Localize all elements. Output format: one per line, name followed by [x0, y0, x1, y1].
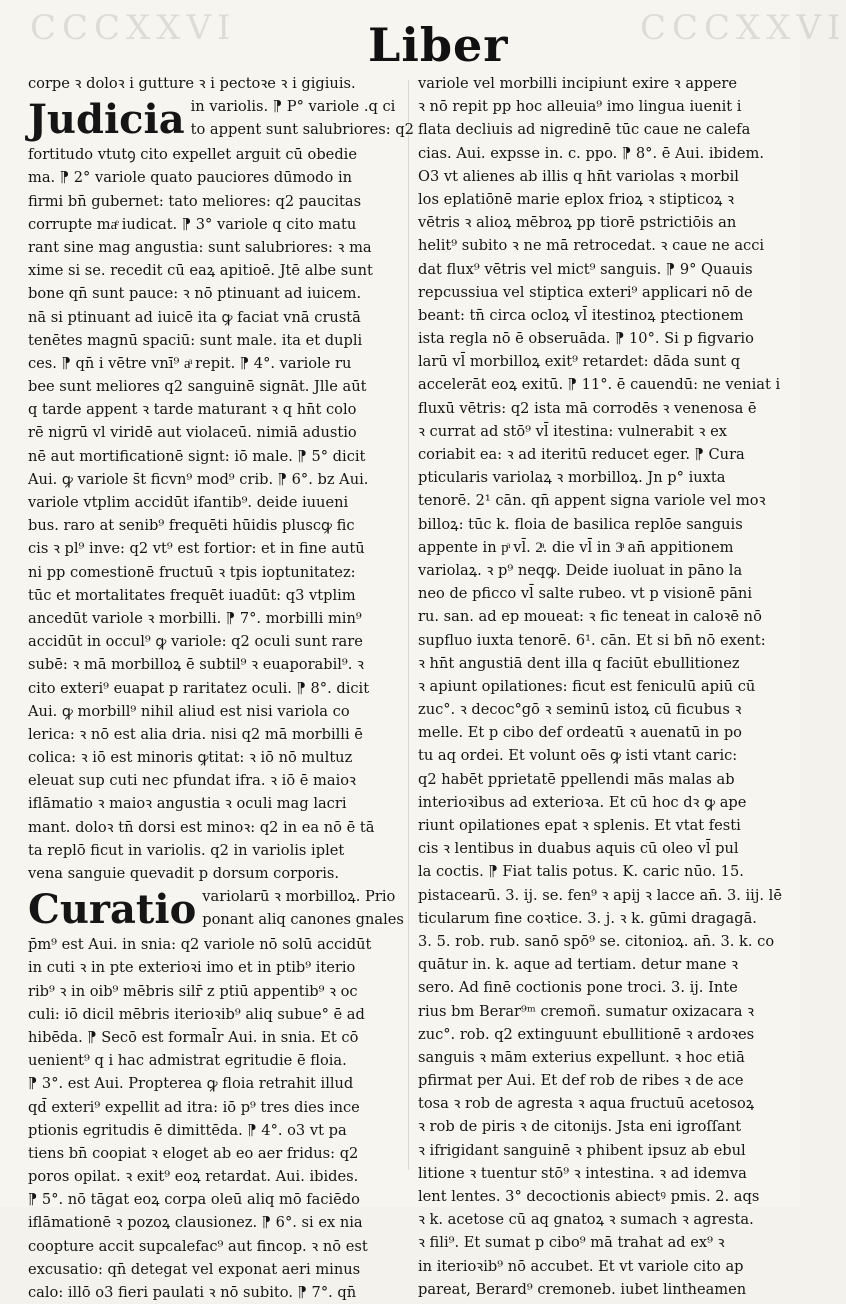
text-line: excusatio: qn̄ detegat vel exponat aeri minus: [28, 1260, 361, 1278]
text-line: neo de pficco vl̄ salte rubeo. vt p visionē pāni: [418, 585, 753, 603]
text-line: cis ꝛ pl⁹ inve: q2 vt⁹ est fortior: et in fine autū: [28, 540, 365, 558]
text-line: variole vel morbilli incipiunt exire ꝛ appere: [418, 75, 737, 92]
text-line: ticularum fine coꝛtice. 3. j. ꝛ k. gūmi dragagā.: [418, 909, 757, 927]
text-line: to appent sunt salubriores: q2: [190, 121, 414, 139]
text-line: melle. Et p cibo def ordeatū ꝛ auenatū in po: [418, 724, 742, 742]
text-line: sanguis ꝛ mām exterius expellunt. ꝛ hoc etiā: [418, 1048, 745, 1066]
text-line: cias. Aui. expsse in. c. ppo. ⁋ 8°. ē Aui. ibidem.: [418, 144, 765, 162]
text-line: hibēda. ⁋ Secō est formal̄r Aui. in snia. Et cō: [28, 1028, 359, 1046]
text-line: variole vtplim accidūt ifantib⁹. deide iuueni: [28, 494, 349, 511]
text-line: ta replō ficut in variolis. q2 in variolis iplet: [28, 841, 345, 859]
text-line: p̄m⁹ est Aui. in snia: q2 variole nō solū accidūt: [28, 936, 372, 954]
text-line: 3. 5. rob. rub. sanō spō⁹ se. citonioꝝ. an̄. 3. k. co: [418, 932, 775, 950]
text-line: in cuti ꝛ in pte exterioꝛi imo et in ptib⁹ iterio: [28, 959, 356, 977]
column-gutter: [408, 80, 409, 1170]
text-line: vena sanguie quevadit p dorsum corporis.: [28, 865, 340, 882]
text-line: ⁋ 3°. est Aui. Propterea ꝙ floia retrahit illud: [28, 1075, 354, 1093]
text-line: ista regla nō ē obseruāda. ⁋ 10°. Si p figvario: [418, 330, 754, 348]
text-line: la coctis. ⁋ Fiat talis potus. K. caric nūo. 15.: [418, 863, 744, 881]
text-line: bus. raro at senib⁹ frequēti hūidis pluscꝙ fic: [28, 517, 355, 535]
text-line: ꝛ fili⁹. Et sumat p cibo⁹ mā trahat ad ex⁹ ꝛ: [418, 1234, 725, 1252]
text-line: ptionis egritudis ē dimittēda. ⁋ 4°. o3 vt pa: [28, 1121, 347, 1139]
right-column: [418, 72, 782, 1301]
text-line: ancedūt variole ꝛ morbilli. ⁋ 7°. morbilli min⁹: [28, 609, 362, 627]
judicia-side-text: [191, 95, 414, 141]
text-line: nā si ptinuant ad iuicē ita ꝙ faciat vnā crustā: [28, 308, 361, 326]
text-line: firmi bn̄ gubernet: tato meliores: q2 paucitas: [28, 192, 362, 210]
text-line: rant sine mag angustia: sunt salubriores: ꝛ ma: [28, 238, 372, 256]
text-line: zuc°. ꝛ decoc°gō ꝛ seminū istoꝝ cū ficubus ꝛ: [418, 701, 742, 719]
text-line: fortitudo vtutꝯ cito expellet arguit cū obedie: [28, 146, 357, 164]
text-line: xime si se. recedit cū eaꝝ apitioē. Jtē albe sunt: [28, 262, 373, 280]
text-line: bone qn̄ sunt pauce: ꝛ nō ptinuant ad iuicem.: [28, 285, 362, 303]
text-line: qd̄ exteri⁹ expellit ad itra: iō p⁹ tres dies ince: [28, 1098, 360, 1116]
text-line: lerica: ꝛ nō est alia dria. nisi q2 mā morbilli ē: [28, 725, 363, 743]
text-line: subē: ꝛ mā morbilloꝝ ē subtil⁹ ꝛ euaporabil⁹. ꝛ: [28, 656, 364, 674]
text-line: billoꝝ: tūc k. floia de basilica replōe sanguis: [418, 515, 743, 533]
text-line: rius bm Berar⁹ᵐ cremoñ. sumatur oxizacara ꝛ: [418, 1002, 755, 1020]
text-line: uenient⁹ q i hac admistrat egritudie ē floia.: [28, 1052, 347, 1070]
left-column: [28, 72, 414, 1304]
curatio-side-text: [202, 885, 404, 931]
text-line: Aui. ꝙ variole s̄t ficvn⁹ mod⁹ crib. ⁋ 6°. bz Aui.: [28, 470, 369, 488]
text-line: variolarū ꝛ morbilloꝝ. Prio: [202, 888, 396, 906]
text-line: tiens bn̄ coopiat ꝛ eloget ab eo aer fridus: q2: [28, 1144, 359, 1162]
text-line: nē aut mortificationē signt: iō male. ⁋ 5° dicit: [28, 447, 366, 465]
text-line: Aui. ꝙ morbill⁹ nihil aliud est nisi variola co: [28, 702, 350, 720]
text-line: calo: illō o3 fieri paulati ꝛ nō subito. ⁋ 7°. qn̄: [28, 1284, 357, 1301]
text-line: zuc°. rob. q2 extinguunt ebullitionē ꝛ ardoꝛes: [418, 1025, 755, 1043]
text-line: dat flux⁹ vētris vel mict⁹ sanguis. ⁋ 9° Quauis: [418, 260, 753, 278]
text-line: corrupte maͤ iudicat. ⁋ 3° variole q cito matu: [28, 215, 357, 233]
text-line: culi: iō dicil mēbris iterioꝛib⁹ aliq subue° ē ad: [28, 1005, 365, 1023]
curatio-block: [28, 885, 404, 933]
text-line: poros opilat. ꝛ exit⁹ eoꝝ retardat. Aui. ibides.: [28, 1168, 359, 1186]
text-line: flata decliuis ad nigredinē tūc caue ne calefa: [418, 121, 751, 139]
text-line: ꝛ currat ad stō⁹ vl̄ itestina: vulnerabit ꝛ ex: [418, 422, 727, 440]
text-line: vētris ꝛ alioꝝ mēbroꝝ pp tiorē pstrictiōis an: [418, 214, 737, 232]
text-line: appente in pͣ vl̄. 2ͣ. die vl̄ in 3ͣ an̄ appitionem: [418, 538, 734, 556]
text-line: q tarde appent ꝛ tarde maturant ꝛ q hn̄t colo: [28, 401, 357, 419]
text-line: cito exteri⁹ euapat p raritatez oculi. ⁋ 8°. dicit: [28, 679, 370, 697]
text-line: colica: ꝛ iō est minoris ꝙtitat: ꝛ iō nō multuz: [28, 749, 353, 767]
text-line: tūc et mortalitates frequēt iuadūt: q3 vtplim: [28, 586, 356, 604]
text-line: iflāmatio ꝛ maioꝛ angustia ꝛ oculi mag lacri: [28, 795, 347, 813]
text-line: tu aq ordei. Et volunt oēs ꝙ isti vtant caric:: [418, 747, 738, 765]
text-line: ⁋ 5°. nō tāgat eoꝝ corpa oleū aliq mō faciēdo: [28, 1191, 360, 1209]
text-line: ꝛ hn̄t angustiā dent illa q faciūt ebullitionez: [418, 654, 740, 672]
text-line: accelerāt eoꝝ exitū. ⁋ 11°. ē cauendū: ne veniat i: [418, 376, 781, 394]
text-line: fluxū vētris: q2 ista mā corrodēs ꝛ venenosa ē: [418, 399, 757, 417]
text-line: riunt opilationes epat ꝛ splenis. Et vtat festi: [418, 817, 741, 834]
text-line: repcussiua vel stiptica exteri⁹ applicari nō de: [418, 283, 753, 301]
text-line: lent lentes. 3° decoctionis abiectꝰ pmis. 2. aqs: [418, 1188, 760, 1205]
text-line: q2 habēt pprietatē ppellendi mās malas ab: [418, 770, 735, 788]
text-line: ꝛ rob de piris ꝛ de citonijs. Jsta eni igroſſant: [418, 1118, 742, 1136]
text-line: supfluo iuxta tenorē. 6¹. cān. Et si bn̄ nō exent:: [418, 631, 766, 649]
text-line: sero. Ad finē coctionis pone troci. 3. ij. Inte: [418, 979, 738, 997]
bleed-through-folio-right: CCCXXVI: [640, 8, 846, 48]
text-line: quātur in. k. aque ad tertiam. detur mane ꝛ: [418, 956, 738, 974]
running-header: Liber: [368, 18, 509, 72]
text-line: ponant aliq canones gnales: [202, 911, 404, 929]
text-line: interioꝛibus ad exterioꝛa. Et cū hoc dꝛ ꝙ ape: [418, 793, 747, 811]
text-line: los eplatiōnē marie eplox frioꝝ ꝛ stipticoꝝ ꝛ: [418, 190, 734, 208]
text-line: corpe ꝛ doloꝛ i gutture ꝛ i pectoꝛe ꝛ i gigiuis.: [28, 75, 356, 92]
text-line: O3 vt alienes ab illis q hn̄t variolas ꝛ morbil: [418, 167, 739, 185]
text-line: iflāmationē ꝛ pozoꝝ clausionez. ⁋ 6°. si ex nia: [28, 1214, 363, 1232]
text-line: eleuat sup cuti nec pfundat ifra. ꝛ iō ē maioꝛ: [28, 772, 356, 790]
text-line: ru. san. ad ep moueat: ꝛ fic teneat in caloꝛē nō: [418, 608, 762, 626]
text-line: in iterioꝛib⁹ nō accubet. Et vt variole cito ap: [418, 1257, 744, 1275]
text-line: pistacearū. 3. ij. se. fen⁹ ꝛ apij ꝛ lacce an̄. 3. iij. lē: [418, 886, 782, 904]
text-line: pfirmat per Aui. Et def rob de ribes ꝛ de ace: [418, 1072, 744, 1090]
text-line: beant: tn̄ circa ocloꝝ vl̄ itestinoꝝ ptectionem: [418, 306, 744, 324]
judicia-block: [28, 95, 414, 144]
section-heading-judicia: Judicia: [28, 96, 185, 144]
text-line: accidūt in occul⁹ ꝙ variole: q2 oculi sunt rare: [28, 633, 363, 651]
text-line: helit⁹ subito ꝛ ne mā retrocedat. ꝛ caue ne acci: [418, 237, 765, 255]
text-line: variolaꝝ. ꝛ p⁹ neqꝙ. Deide iuoluat in pāno la: [418, 561, 743, 579]
text-line: ꝛ ifrigidant sanguinē ꝛ phibent ipsuz ab ebul: [418, 1141, 746, 1159]
text-line: tenorē. 2¹ cān. qn̄ appent signa variole vel moꝛ: [418, 492, 766, 510]
text-line: tenētes magnū spaciū: sunt male. ita et dupli: [28, 331, 363, 349]
text-line: tosa ꝛ rob de agresta ꝛ aqua fructuū acetosoꝝ: [418, 1095, 755, 1113]
bleed-through-folio-left: CCCXXVI: [30, 8, 237, 48]
text-line: rē nigrū vl viridē aut violaceū. nimiā adustio: [28, 424, 357, 442]
text-line: litione ꝛ tuentur stō⁹ ꝛ intestina. ꝛ ad idemva: [418, 1164, 747, 1182]
text-line: larū vl̄ morbilloꝝ exit⁹ retardet: dāda sunt q: [418, 353, 741, 371]
text-line: ni pp comestionē fructuū ꝛ tpis ioptunitatez:: [28, 563, 356, 581]
text-line: pticularis variolaꝝ ꝛ morbilloꝝ. Jn p° iuxta: [418, 469, 726, 487]
text-line: ces. ⁋ qn̄ i vētre vnī⁹ aͣ repit. ⁋ 4°. variole ru: [28, 354, 352, 372]
text-line: coriabit ea: ꝛ ad iteritū reducet eger. ⁋ Cura: [418, 446, 745, 463]
text-line: ꝛ nō repit pp hoc alleuia⁹ imo lingua iuenit i: [418, 98, 742, 116]
text-line: pareat, Berard⁹ cremoneb. iubet lintheamen: [418, 1280, 747, 1298]
text-line: ꝛ k. acetose cū aq gnatoꝝ ꝛ sumach ꝛ agresta.: [418, 1211, 754, 1229]
right-column-body: [418, 72, 782, 1301]
text-line: bee sunt meliores q2 sanguinē signāt. Jlle aūt: [28, 378, 367, 396]
curatio-body: [28, 933, 404, 1304]
judicia-body: [28, 143, 404, 885]
text-line: ma. ⁋ 2° variole quato pauciores dūmodo in: [28, 169, 353, 187]
text-line: coopture accit supcalefac⁹ aut fincop. ꝛ nō est: [28, 1237, 368, 1255]
text-line: mant. doloꝛ tn̄ dorsi est minoꝛ: q2 in ea nō ē tā: [28, 818, 375, 836]
text-line: ꝛ apiunt opilationes: ficut est feniculū apiū cū: [418, 677, 756, 695]
text-line: in variolis. ⁋ P° variole .q ci: [190, 98, 396, 116]
text-line: rib⁹ ꝛ in oib⁹ mēbris silr̄ z ptiū appentib⁹ ꝛ oc: [28, 982, 358, 1000]
text-line: cis ꝛ lentibus in duabus aquis cū oleo vl̄ pul: [418, 840, 739, 858]
section-heading-curatio: Curatio: [28, 886, 197, 934]
